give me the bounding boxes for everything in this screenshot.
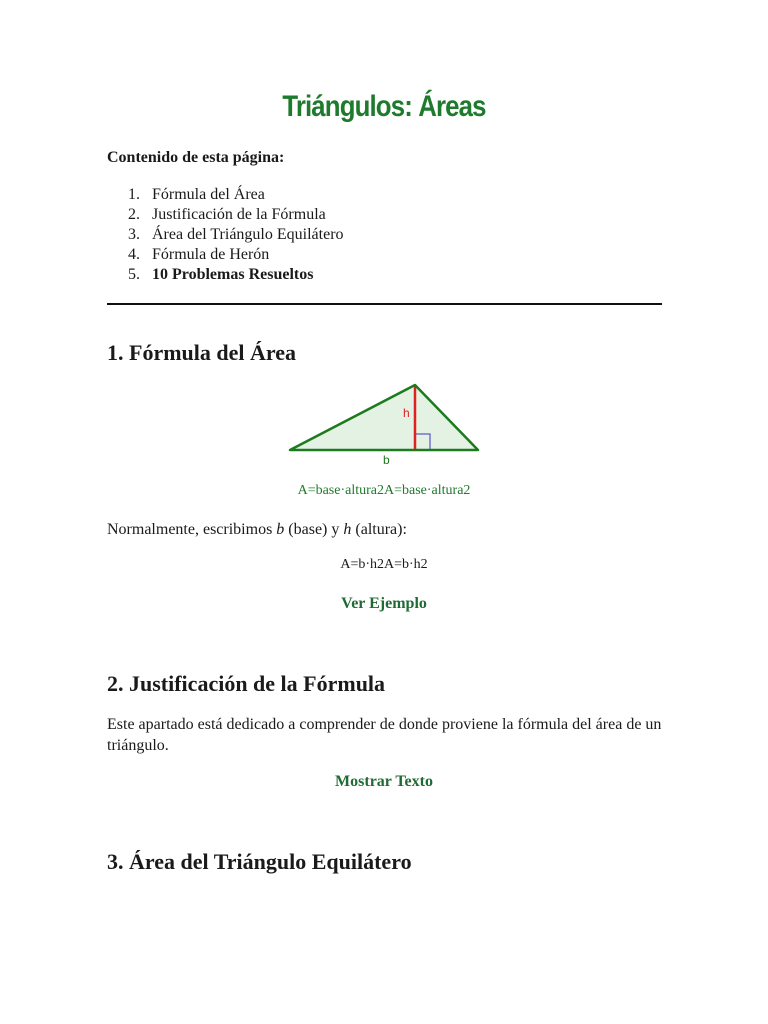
toc-heading: Contenido de esta página: — [107, 149, 285, 166]
horizontal-divider — [107, 303, 662, 305]
base-label: b — [383, 453, 390, 467]
toc-item-formula[interactable] — [128, 185, 344, 205]
toc-item-number: 2. — [128, 206, 140, 223]
justification-paragraph: Este apartado está dedicado a comprender de donde proviene la fórmula del área de un triángulo. — [107, 716, 662, 754]
toc-item-number: 4. — [128, 246, 140, 263]
toc-item-number: 5. — [128, 266, 140, 283]
toc-item-justification[interactable] — [128, 205, 344, 225]
section-heading-formula: 1. Fórmula del Área — [107, 340, 297, 365]
variable-h: h — [343, 521, 352, 538]
notation-text: Normalmente, escribimos — [107, 521, 277, 538]
notation-paragraph — [107, 519, 667, 540]
toc-item-label[interactable]: Área del Triángulo Equilátero — [152, 226, 344, 243]
table-of-contents — [128, 185, 344, 285]
triangle-diagram — [285, 380, 485, 470]
page-title: Triángulos: Áreas — [282, 90, 486, 123]
show-example-link[interactable]: Ver Ejemplo — [341, 595, 427, 612]
toc-item-problems[interactable] — [128, 265, 344, 285]
toc-item-label[interactable]: Fórmula de Herón — [152, 246, 270, 263]
area-formula: A=base·altura2A=base·altura2 — [297, 483, 471, 498]
variable-b: b — [276, 521, 285, 538]
toc-item-heron[interactable] — [128, 245, 344, 265]
section-heading-equilateral: 3. Área del Triángulo Equilátero — [107, 849, 412, 874]
triangle-fill — [290, 385, 478, 450]
section-heading-justification: 2. Justificación de la Fórmula — [107, 671, 386, 696]
toc-item-label[interactable]: Fórmula del Área — [152, 186, 265, 203]
toc-item-equilateral[interactable] — [128, 225, 344, 245]
toc-item-label[interactable]: Justificación de la Fórmula — [152, 206, 326, 223]
show-text-link[interactable]: Mostrar Texto — [335, 773, 433, 790]
notation-text: (base) y — [284, 521, 344, 538]
toc-item-label[interactable]: 10 Problemas Resueltos — [152, 266, 314, 283]
toc-item-number: 3. — [128, 226, 140, 243]
short-area-formula: A=b·h2A=b·h2 — [340, 557, 428, 572]
height-label: h — [403, 406, 410, 420]
notation-text: (altura): — [351, 521, 407, 538]
toc-item-number: 1. — [128, 186, 140, 203]
